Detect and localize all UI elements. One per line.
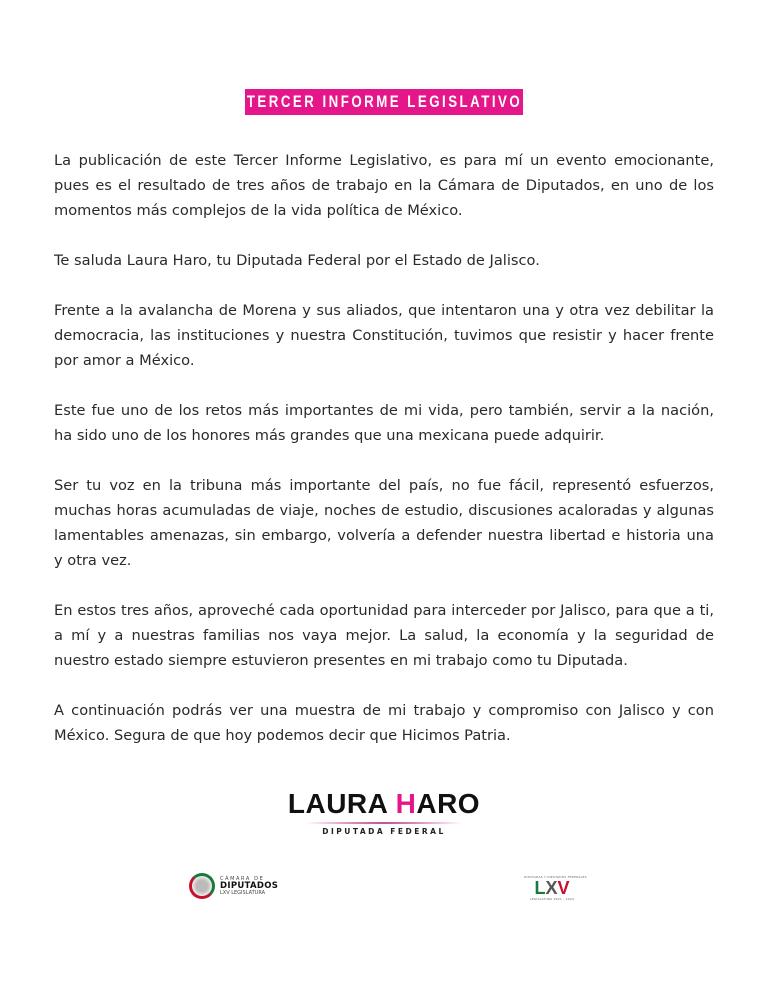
paragraph: Te saluda Laura Haro, tu Diputada Federal por el Estado de Jalisco. <box>54 252 540 269</box>
lxv-top-text: DIPUTADAS Y DIPUTADOS FEDERALES <box>524 875 587 879</box>
logo-subtitle: DIPUTADA FEDERAL <box>322 827 446 836</box>
national-seal-icon <box>189 873 215 899</box>
lxv-bottom-text: LEGISLATURA 2021 - 2024 <box>529 897 575 901</box>
logo-name-rest: ARO <box>416 788 481 819</box>
paragraph: Ser tu voz en la tribuna más importante del país, no fue fácil, representó esfuerzos, muchas horas acumuladas de viaje, noches de estudio, discusiones acaloradas y algunas lamentables amenazas, sin embargo, volvería a defender nuestra libertad e historia una y otra vez. <box>54 477 714 569</box>
paragraph: Frente a la avalancha de Morena y sus aliados, que intentaron una y otra vez debilitar la democracia, las instituciones y nuestra Constitución, tuvimos que resistir y hacer frente por amor a México. <box>54 302 714 369</box>
logo-name-first: LAURA <box>287 788 396 819</box>
logo-divider <box>306 822 462 824</box>
logo-name <box>276 790 492 818</box>
report-title-banner <box>245 89 523 115</box>
paragraph: A continuación podrás ver una muestra de mi trabajo y compromiso con Jalisco y con México. Segura de que hoy podemos decir que Hicimos Patria. <box>54 702 714 744</box>
paragraph: Este fue uno de los retos más importantes de mi vida, pero también, servir a la nación, ha sido uno de los honores más grandes que una mexicana puede adquirir. <box>54 402 714 444</box>
lxv-x: X <box>545 878 558 898</box>
lxv-l: L <box>534 878 546 898</box>
logo-name-h: H <box>395 788 417 819</box>
lxv-v: V <box>557 878 570 898</box>
laura-haro-logo <box>276 790 492 836</box>
paragraph: En estos tres años, aproveché cada oportunidad para interceder por Jalisco, para que a ti, a mí y a nuestras familias nos vaya mejor. La salud, la economía y la seguridad de nuestro estado siempre estuvieron presentes en mi trabajo como tu Diputada. <box>54 602 714 669</box>
lxv-mark <box>524 879 580 897</box>
report-title: TERCER INFORME LEGISLATIVO <box>246 92 522 111</box>
camara-diputados-logo <box>189 873 278 899</box>
camara-line1: CÁMARA DE <box>220 875 265 882</box>
letter-body <box>54 148 714 773</box>
camara-line2: DIPUTADOS <box>220 880 279 891</box>
lxv-legislatura-logo <box>524 875 587 901</box>
camara-line3: LXV LEGISLATURA <box>220 889 266 896</box>
paragraph: La publicación de este Tercer Informe Legislativo, es para mí un evento emocionante, pues es el resultado de tres años de trabajo en la Cámara de Diputados, en uno de los momentos más complejos de la vida política de México. <box>54 152 714 219</box>
